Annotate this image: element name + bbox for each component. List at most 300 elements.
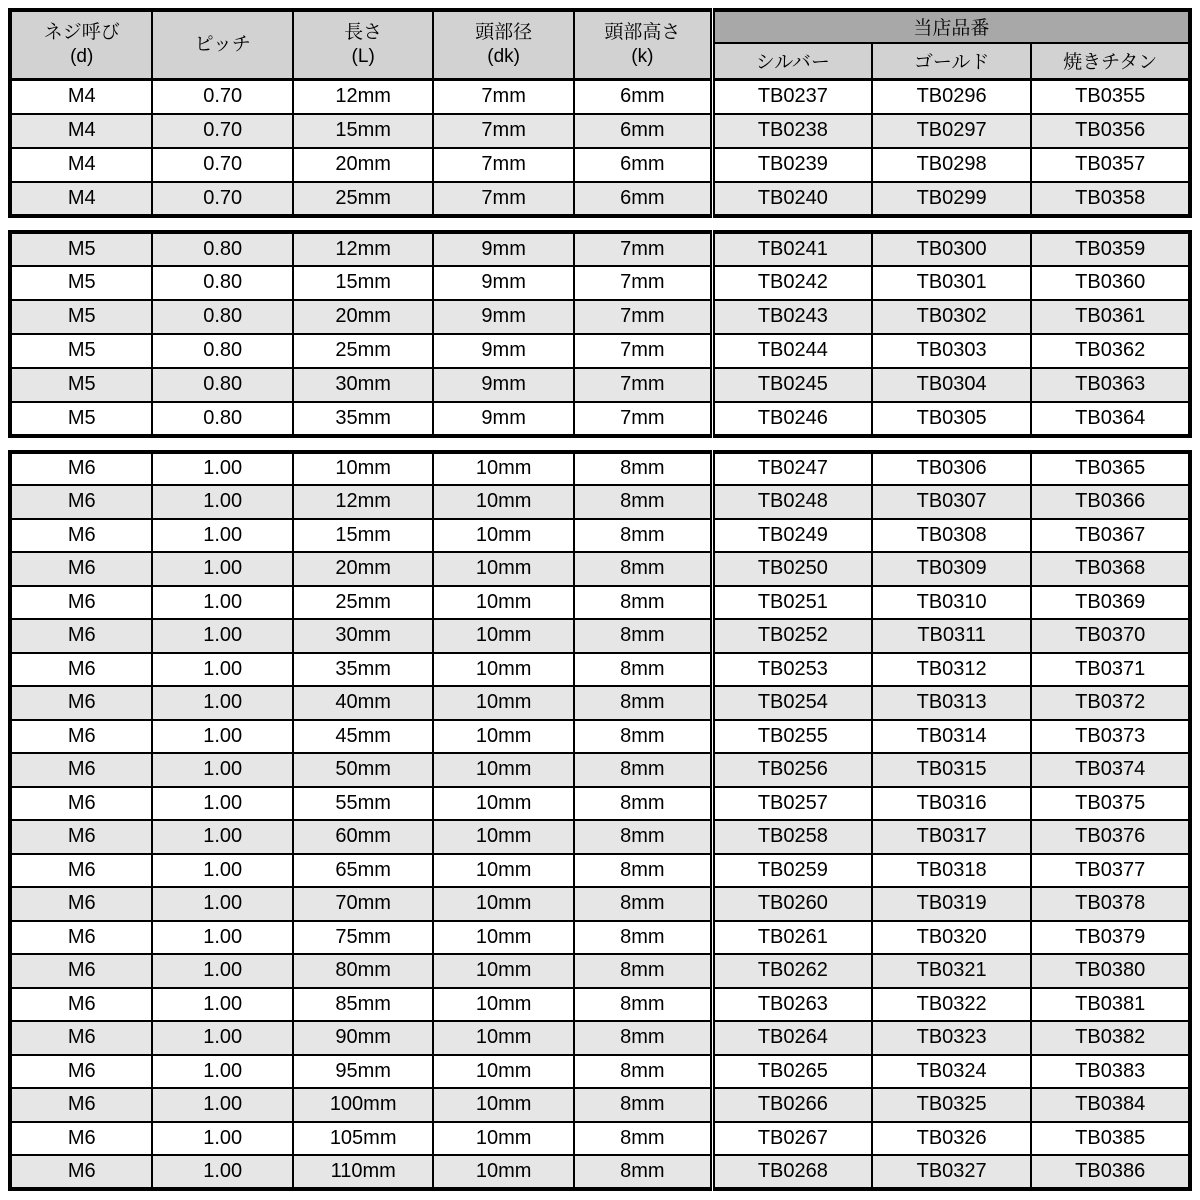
cell-code-gold: TB0308 — [872, 519, 1032, 553]
cell-pitch: 1.00 — [152, 653, 292, 687]
cell-code-silver: TB0241 — [712, 232, 872, 266]
cell-head-height: 8mm — [574, 1155, 712, 1189]
cell-head-height: 8mm — [574, 1055, 712, 1089]
cell-code-gold: TB0312 — [872, 653, 1032, 687]
cell-code-gold: TB0324 — [872, 1055, 1032, 1089]
cell-head-height: 8mm — [574, 921, 712, 955]
table-row — [10, 1088, 1190, 1122]
spec-table-m4 — [8, 8, 1192, 218]
table-row — [10, 1122, 1190, 1156]
cell-length: 50mm — [293, 753, 433, 787]
cell-pitch: 1.00 — [152, 452, 292, 486]
cell-head-height: 8mm — [574, 485, 712, 519]
cell-code-titanium: TB0357 — [1031, 148, 1190, 182]
cell-code-titanium: TB0372 — [1031, 686, 1190, 720]
cell-pitch: 0.80 — [152, 402, 292, 436]
cell-head-height: 8mm — [574, 988, 712, 1022]
cell-head-diameter: 7mm — [433, 80, 573, 114]
cell-length: 40mm — [293, 686, 433, 720]
cell-code-silver: TB0260 — [712, 887, 872, 921]
cell-length: 20mm — [293, 552, 433, 586]
table-row — [10, 148, 1190, 182]
table-row — [10, 334, 1190, 368]
cell-code-titanium: TB0359 — [1031, 232, 1190, 266]
cell-thread-size: M5 — [10, 402, 152, 436]
cell-code-silver: TB0254 — [712, 686, 872, 720]
cell-code-titanium: TB0384 — [1031, 1088, 1190, 1122]
cell-thread-size: M6 — [10, 1021, 152, 1055]
cell-code-gold: TB0326 — [872, 1122, 1032, 1156]
cell-code-gold: TB0307 — [872, 485, 1032, 519]
cell-code-gold: TB0299 — [872, 182, 1032, 216]
cell-head-diameter: 10mm — [433, 586, 573, 620]
table-row — [10, 232, 1190, 266]
cell-head-diameter: 10mm — [433, 954, 573, 988]
cell-pitch: 1.00 — [152, 619, 292, 653]
cell-thread-size: M6 — [10, 485, 152, 519]
cell-pitch: 1.00 — [152, 854, 292, 888]
cell-code-titanium: TB0373 — [1031, 720, 1190, 754]
cell-head-height: 7mm — [574, 232, 712, 266]
cell-length: 55mm — [293, 787, 433, 821]
cell-code-titanium: TB0376 — [1031, 820, 1190, 854]
cell-head-diameter: 9mm — [433, 402, 573, 436]
cell-pitch: 1.00 — [152, 921, 292, 955]
spec-table-m5 — [8, 230, 1192, 438]
header-color-gold: ゴールド — [872, 43, 1032, 80]
table-row — [10, 519, 1190, 553]
cell-code-titanium: TB0356 — [1031, 114, 1190, 148]
cell-thread-size: M6 — [10, 452, 152, 486]
cell-code-silver: TB0237 — [712, 80, 872, 114]
header-head-height-symbol: (k) — [631, 46, 654, 67]
cell-code-silver: TB0265 — [712, 1055, 872, 1089]
cell-head-height: 8mm — [574, 1021, 712, 1055]
cell-head-height: 7mm — [574, 300, 712, 334]
cell-length: 60mm — [293, 820, 433, 854]
header-head-diameter-label: 頭部径 — [475, 22, 533, 43]
cell-thread-size: M6 — [10, 820, 152, 854]
cell-thread-size: M6 — [10, 1055, 152, 1089]
cell-head-diameter: 10mm — [433, 988, 573, 1022]
header-head-diameter — [433, 10, 573, 80]
cell-pitch: 1.00 — [152, 519, 292, 553]
cell-code-titanium: TB0383 — [1031, 1055, 1190, 1089]
table-row — [10, 720, 1190, 754]
cell-head-height: 8mm — [574, 552, 712, 586]
cell-code-titanium: TB0386 — [1031, 1155, 1190, 1189]
cell-length: 15mm — [293, 519, 433, 553]
cell-head-height: 8mm — [574, 586, 712, 620]
cell-head-height: 8mm — [574, 452, 712, 486]
cell-code-silver: TB0247 — [712, 452, 872, 486]
cell-head-diameter: 10mm — [433, 787, 573, 821]
cell-thread-size: M6 — [10, 720, 152, 754]
cell-pitch: 1.00 — [152, 787, 292, 821]
cell-code-silver: TB0263 — [712, 988, 872, 1022]
cell-code-titanium: TB0365 — [1031, 452, 1190, 486]
table-row — [10, 921, 1190, 955]
cell-code-silver: TB0240 — [712, 182, 872, 216]
cell-pitch: 1.00 — [152, 686, 292, 720]
cell-head-height: 8mm — [574, 954, 712, 988]
cell-head-diameter: 10mm — [433, 820, 573, 854]
cell-code-silver: TB0251 — [712, 586, 872, 620]
cell-code-titanium: TB0355 — [1031, 80, 1190, 114]
cell-pitch: 0.80 — [152, 368, 292, 402]
cell-pitch: 0.70 — [152, 80, 292, 114]
cell-pitch: 1.00 — [152, 887, 292, 921]
cell-head-diameter: 10mm — [433, 753, 573, 787]
cell-head-height: 7mm — [574, 334, 712, 368]
cell-length: 85mm — [293, 988, 433, 1022]
cell-thread-size: M4 — [10, 114, 152, 148]
cell-thread-size: M5 — [10, 368, 152, 402]
cell-length: 90mm — [293, 1021, 433, 1055]
cell-length: 10mm — [293, 452, 433, 486]
cell-code-titanium: TB0364 — [1031, 402, 1190, 436]
header-length-symbol: (L) — [351, 46, 375, 67]
cell-code-gold: TB0321 — [872, 954, 1032, 988]
cell-code-silver: TB0253 — [712, 653, 872, 687]
cell-length: 75mm — [293, 921, 433, 955]
table-row — [10, 586, 1190, 620]
cell-head-height: 6mm — [574, 148, 712, 182]
cell-head-diameter: 10mm — [433, 552, 573, 586]
cell-head-height: 8mm — [574, 1122, 712, 1156]
cell-code-silver: TB0243 — [712, 300, 872, 334]
cell-thread-size: M6 — [10, 954, 152, 988]
table-row — [10, 402, 1190, 436]
cell-head-diameter: 10mm — [433, 887, 573, 921]
cell-length: 30mm — [293, 368, 433, 402]
cell-code-gold: TB0296 — [872, 80, 1032, 114]
cell-length: 95mm — [293, 1055, 433, 1089]
cell-head-diameter: 10mm — [433, 686, 573, 720]
cell-head-height: 8mm — [574, 854, 712, 888]
cell-length: 25mm — [293, 334, 433, 368]
header-head-diameter-symbol: (dk) — [487, 46, 520, 67]
cell-head-height: 8mm — [574, 619, 712, 653]
cell-code-titanium: TB0368 — [1031, 552, 1190, 586]
cell-code-silver: TB0245 — [712, 368, 872, 402]
table-row — [10, 753, 1190, 787]
cell-thread-size: M4 — [10, 148, 152, 182]
header-color-silver: シルバー — [712, 43, 872, 80]
cell-code-silver: TB0249 — [712, 519, 872, 553]
cell-head-diameter: 9mm — [433, 300, 573, 334]
cell-code-gold: TB0311 — [872, 619, 1032, 653]
cell-head-height: 6mm — [574, 114, 712, 148]
table-row — [10, 954, 1190, 988]
cell-code-titanium: TB0362 — [1031, 334, 1190, 368]
cell-pitch: 0.70 — [152, 182, 292, 216]
cell-code-titanium: TB0370 — [1031, 619, 1190, 653]
cell-code-gold: TB0309 — [872, 552, 1032, 586]
table-body-m5 — [10, 232, 1190, 436]
cell-head-height: 7mm — [574, 266, 712, 300]
cell-head-height: 8mm — [574, 653, 712, 687]
cell-head-height: 8mm — [574, 519, 712, 553]
cell-code-gold: TB0318 — [872, 854, 1032, 888]
cell-code-silver: TB0248 — [712, 485, 872, 519]
cell-code-silver: TB0266 — [712, 1088, 872, 1122]
cell-head-height: 7mm — [574, 368, 712, 402]
cell-pitch: 1.00 — [152, 820, 292, 854]
cell-code-titanium: TB0380 — [1031, 954, 1190, 988]
cell-head-diameter: 10mm — [433, 720, 573, 754]
cell-thread-size: M4 — [10, 80, 152, 114]
cell-code-silver: TB0242 — [712, 266, 872, 300]
cell-length: 20mm — [293, 148, 433, 182]
cell-code-gold: TB0300 — [872, 232, 1032, 266]
table-row — [10, 887, 1190, 921]
cell-code-titanium: TB0378 — [1031, 887, 1190, 921]
table-header — [10, 10, 1190, 80]
table-row — [10, 552, 1190, 586]
cell-code-titanium: TB0358 — [1031, 182, 1190, 216]
cell-length: 12mm — [293, 80, 433, 114]
cell-code-gold: TB0322 — [872, 988, 1032, 1022]
cell-code-silver: TB0264 — [712, 1021, 872, 1055]
cell-thread-size: M6 — [10, 686, 152, 720]
cell-pitch: 1.00 — [152, 753, 292, 787]
cell-head-height: 8mm — [574, 887, 712, 921]
cell-head-height: 6mm — [574, 182, 712, 216]
table-row — [10, 1055, 1190, 1089]
cell-length: 15mm — [293, 266, 433, 300]
cell-code-gold: TB0301 — [872, 266, 1032, 300]
cell-pitch: 1.00 — [152, 1021, 292, 1055]
cell-thread-size: M6 — [10, 519, 152, 553]
cell-pitch: 1.00 — [152, 552, 292, 586]
cell-code-titanium: TB0375 — [1031, 787, 1190, 821]
cell-code-titanium: TB0360 — [1031, 266, 1190, 300]
cell-code-gold: TB0317 — [872, 820, 1032, 854]
cell-head-height: 8mm — [574, 753, 712, 787]
cell-code-gold: TB0310 — [872, 586, 1032, 620]
cell-code-titanium: TB0367 — [1031, 519, 1190, 553]
cell-thread-size: M6 — [10, 619, 152, 653]
cell-pitch: 0.80 — [152, 232, 292, 266]
cell-pitch: 0.70 — [152, 114, 292, 148]
header-pitch — [152, 10, 292, 80]
cell-code-titanium: TB0377 — [1031, 854, 1190, 888]
cell-length: 35mm — [293, 402, 433, 436]
table-row — [10, 653, 1190, 687]
cell-head-height: 8mm — [574, 686, 712, 720]
table-row — [10, 80, 1190, 114]
cell-code-silver: TB0239 — [712, 148, 872, 182]
table-row — [10, 988, 1190, 1022]
cell-code-titanium: TB0385 — [1031, 1122, 1190, 1156]
cell-head-diameter: 7mm — [433, 114, 573, 148]
table-row — [10, 820, 1190, 854]
cell-thread-size: M6 — [10, 988, 152, 1022]
cell-thread-size: M5 — [10, 300, 152, 334]
cell-code-gold: TB0327 — [872, 1155, 1032, 1189]
cell-code-gold: TB0306 — [872, 452, 1032, 486]
cell-head-diameter: 10mm — [433, 1088, 573, 1122]
cell-code-silver: TB0255 — [712, 720, 872, 754]
cell-head-diameter: 10mm — [433, 1122, 573, 1156]
cell-thread-size: M4 — [10, 182, 152, 216]
table-row — [10, 619, 1190, 653]
cell-head-diameter: 10mm — [433, 452, 573, 486]
cell-length: 15mm — [293, 114, 433, 148]
cell-code-titanium: TB0366 — [1031, 485, 1190, 519]
cell-length: 105mm — [293, 1122, 433, 1156]
cell-thread-size: M6 — [10, 1155, 152, 1189]
cell-length: 70mm — [293, 887, 433, 921]
cell-pitch: 0.80 — [152, 334, 292, 368]
cell-length: 20mm — [293, 300, 433, 334]
cell-code-silver: TB0257 — [712, 787, 872, 821]
header-head-height-label: 頭部高さ — [604, 22, 681, 43]
table-row — [10, 114, 1190, 148]
cell-length: 65mm — [293, 854, 433, 888]
cell-length: 25mm — [293, 182, 433, 216]
cell-head-diameter: 7mm — [433, 182, 573, 216]
cell-code-gold: TB0304 — [872, 368, 1032, 402]
table-row — [10, 854, 1190, 888]
cell-code-gold: TB0315 — [872, 753, 1032, 787]
table-row — [10, 452, 1190, 486]
cell-pitch: 1.00 — [152, 1088, 292, 1122]
cell-code-silver: TB0267 — [712, 1122, 872, 1156]
cell-length: 30mm — [293, 619, 433, 653]
cell-length: 25mm — [293, 586, 433, 620]
header-color-titanium: 焼きチタン — [1031, 43, 1190, 80]
cell-head-diameter: 9mm — [433, 266, 573, 300]
cell-code-silver: TB0268 — [712, 1155, 872, 1189]
table-row — [10, 1021, 1190, 1055]
table-body-m4 — [10, 80, 1190, 216]
cell-head-diameter: 9mm — [433, 334, 573, 368]
cell-code-titanium: TB0361 — [1031, 300, 1190, 334]
cell-head-diameter: 10mm — [433, 1055, 573, 1089]
cell-code-silver: TB0246 — [712, 402, 872, 436]
cell-code-gold: TB0316 — [872, 787, 1032, 821]
cell-head-diameter: 10mm — [433, 653, 573, 687]
cell-code-gold: TB0297 — [872, 114, 1032, 148]
cell-code-gold: TB0303 — [872, 334, 1032, 368]
cell-pitch: 1.00 — [152, 1155, 292, 1189]
cell-code-silver: TB0259 — [712, 854, 872, 888]
cell-code-silver: TB0262 — [712, 954, 872, 988]
cell-head-diameter: 10mm — [433, 619, 573, 653]
cell-thread-size: M6 — [10, 854, 152, 888]
cell-thread-size: M6 — [10, 1122, 152, 1156]
cell-head-diameter: 10mm — [433, 854, 573, 888]
cell-pitch: 1.00 — [152, 954, 292, 988]
cell-pitch: 1.00 — [152, 720, 292, 754]
header-thread-size — [10, 10, 152, 80]
cell-head-diameter: 9mm — [433, 368, 573, 402]
cell-code-titanium: TB0371 — [1031, 653, 1190, 687]
cell-code-silver: TB0244 — [712, 334, 872, 368]
cell-thread-size: M6 — [10, 753, 152, 787]
cell-thread-size: M6 — [10, 586, 152, 620]
cell-code-silver: TB0238 — [712, 114, 872, 148]
cell-thread-size: M6 — [10, 1088, 152, 1122]
table-row — [10, 266, 1190, 300]
cell-code-gold: TB0323 — [872, 1021, 1032, 1055]
cell-pitch: 1.00 — [152, 1122, 292, 1156]
cell-thread-size: M5 — [10, 334, 152, 368]
cell-code-silver: TB0258 — [712, 820, 872, 854]
table-row — [10, 1155, 1190, 1189]
cell-pitch: 1.00 — [152, 988, 292, 1022]
cell-length: 80mm — [293, 954, 433, 988]
cell-head-height: 7mm — [574, 402, 712, 436]
cell-code-titanium: TB0369 — [1031, 586, 1190, 620]
cell-pitch: 0.80 — [152, 300, 292, 334]
table-row — [10, 686, 1190, 720]
cell-head-diameter: 9mm — [433, 232, 573, 266]
header-pitch-label: ピッチ — [194, 34, 251, 55]
table-row — [10, 485, 1190, 519]
table-row — [10, 182, 1190, 216]
cell-head-height: 6mm — [574, 80, 712, 114]
cell-length: 110mm — [293, 1155, 433, 1189]
header-length — [293, 10, 433, 80]
cell-length: 100mm — [293, 1088, 433, 1122]
cell-thread-size: M5 — [10, 232, 152, 266]
cell-length: 45mm — [293, 720, 433, 754]
cell-head-height: 8mm — [574, 787, 712, 821]
cell-length: 35mm — [293, 653, 433, 687]
cell-code-gold: TB0314 — [872, 720, 1032, 754]
cell-code-gold: TB0320 — [872, 921, 1032, 955]
cell-head-diameter: 10mm — [433, 485, 573, 519]
cell-code-gold: TB0313 — [872, 686, 1032, 720]
cell-code-titanium: TB0379 — [1031, 921, 1190, 955]
cell-head-height: 8mm — [574, 1088, 712, 1122]
cell-code-silver: TB0252 — [712, 619, 872, 653]
cell-pitch: 1.00 — [152, 485, 292, 519]
header-head-height — [574, 10, 712, 80]
cell-code-silver: TB0250 — [712, 552, 872, 586]
cell-code-titanium: TB0382 — [1031, 1021, 1190, 1055]
header-length-label: 長さ — [344, 22, 383, 43]
table-body-m6 — [10, 452, 1190, 1189]
cell-thread-size: M6 — [10, 653, 152, 687]
cell-code-titanium: TB0363 — [1031, 368, 1190, 402]
header-product-number-group: 当店品番 — [712, 10, 1190, 43]
cell-thread-size: M6 — [10, 887, 152, 921]
cell-head-diameter: 10mm — [433, 921, 573, 955]
cell-head-diameter: 10mm — [433, 1021, 573, 1055]
cell-thread-size: M6 — [10, 787, 152, 821]
cell-pitch: 0.70 — [152, 148, 292, 182]
cell-head-height: 8mm — [574, 820, 712, 854]
cell-head-height: 8mm — [574, 720, 712, 754]
table-row — [10, 787, 1190, 821]
cell-code-gold: TB0305 — [872, 402, 1032, 436]
cell-code-gold: TB0302 — [872, 300, 1032, 334]
cell-code-silver: TB0261 — [712, 921, 872, 955]
cell-head-diameter: 7mm — [433, 148, 573, 182]
cell-pitch: 1.00 — [152, 1055, 292, 1089]
header-thread-size-symbol: (d) — [70, 46, 94, 67]
header-thread-size-label: ネジ呼び — [43, 22, 120, 43]
cell-code-titanium: TB0374 — [1031, 753, 1190, 787]
cell-code-silver: TB0256 — [712, 753, 872, 787]
cell-head-diameter: 10mm — [433, 519, 573, 553]
cell-code-gold: TB0325 — [872, 1088, 1032, 1122]
table-row — [10, 368, 1190, 402]
